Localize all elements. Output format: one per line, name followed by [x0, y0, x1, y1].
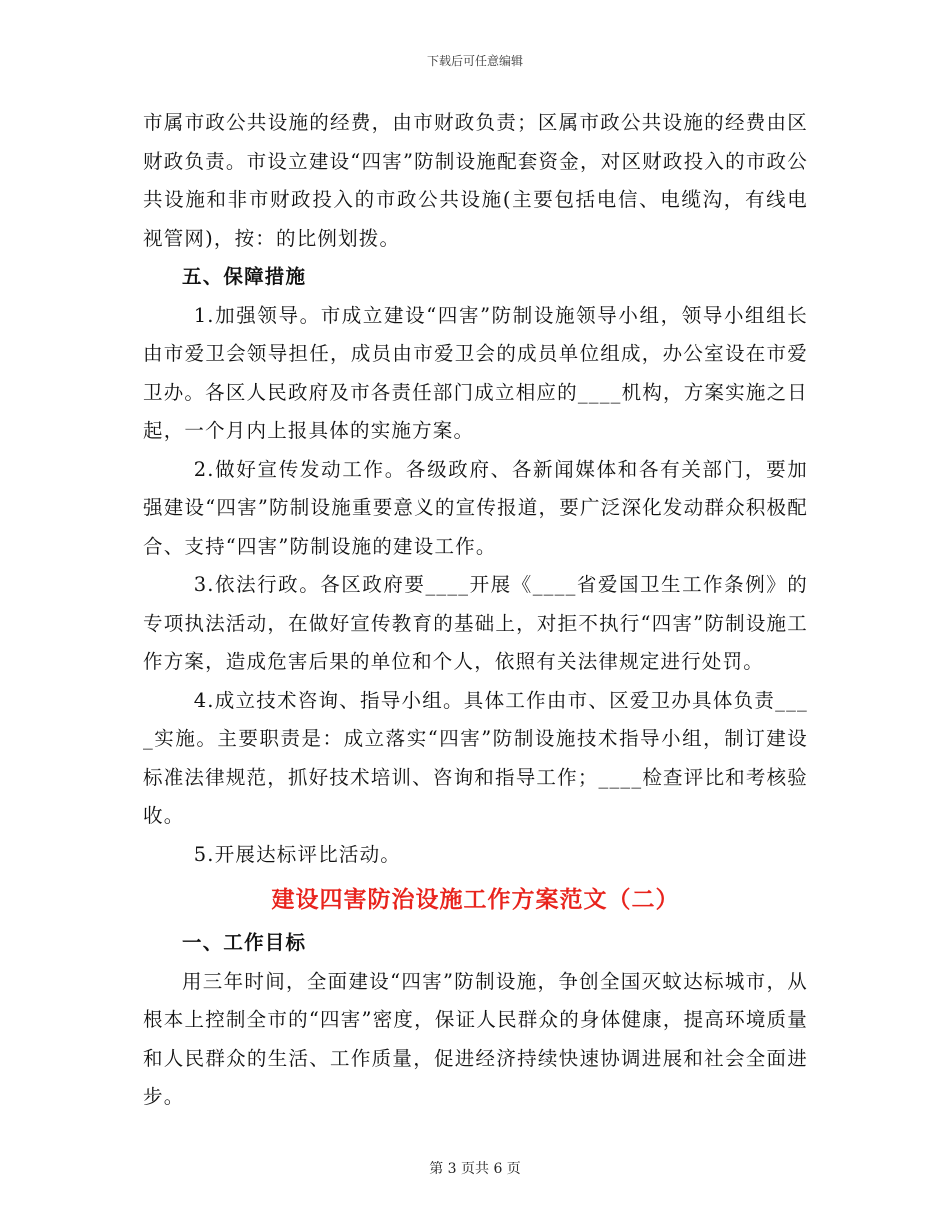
heading-safeguard-measures: 五、保障措施: [182, 265, 307, 288]
page-header: 下载后可任意编辑: [426, 54, 523, 68]
heading-work-goals: 一、工作目标: [182, 931, 307, 954]
list-item-technical-group: 4.成立技术咨询、指导小组。具体工作由市、区爱卫办具体负责____实施。主要职责是：成立落实“四害”防制设施技术指导小组，制订建设标准法律规范，抓好技术培训、咨询和指导工作；____检查评比和考核验收。: [143, 688, 808, 827]
list-item-evaluation: 5.开展达标评比活动。: [193, 842, 401, 866]
section-title: 建设四害防治设施工作方案范文（二）: [271, 887, 680, 913]
list-item-leadership: 1.加强领导。市成立建设“四害”防制设施领导小组，领导小组组长由市爱卫会领导担任，成员由市爱卫会的成员单位组成，办公室设在市爱卫办。各区人民政府及市各责任部门成立相应的____机构，方案实施之日起，一个月内上报具体的实施方案。: [143, 303, 808, 442]
list-item-publicity: 2.做好宣传发动工作。各级政府、各新闻媒体和各有关部门，要加强建设“四害”防制设施重要意义的宣传报道，要广泛深化发动群众积极配合、支持“四害”防制设施的建设工作。: [143, 457, 808, 558]
list-item-law-enforcement: 3.依法行政。各区政府要____开展《____省爱国卫生工作条例》的专项执法活动，在做好宣传教育的基础上，对拒不执行“四害”防制设施工作方案，造成危害后果的单位和个人，依照有关法律规定进行处罚。: [143, 573, 808, 673]
paragraph-goals: 用三年时间，全面建设“四害”防制设施，争创全国灭蚊达标城市，从根本上控制全市的“四害”密度，保证人民群众的身体健康，提高环境质量和人民群众的生活、工作质量，促进经济持续快速协调进展和社会全面进步。: [143, 969, 808, 1108]
paragraph-funding: 市属市政公共设施的经费，由市财政负责；区属市政公共设施的经费由区财政负责。市设立建设“四害”防制设施配套资金，对区财政投入的市政公共设施和非市财政投入的市政公共设施(主要包括电信、电缆沟，有线电视管网)，按：的比例划拨。: [143, 111, 808, 250]
document-body: [143, 104, 808, 1117]
page-footer: 第 3 页共 6 页: [429, 1161, 521, 1177]
